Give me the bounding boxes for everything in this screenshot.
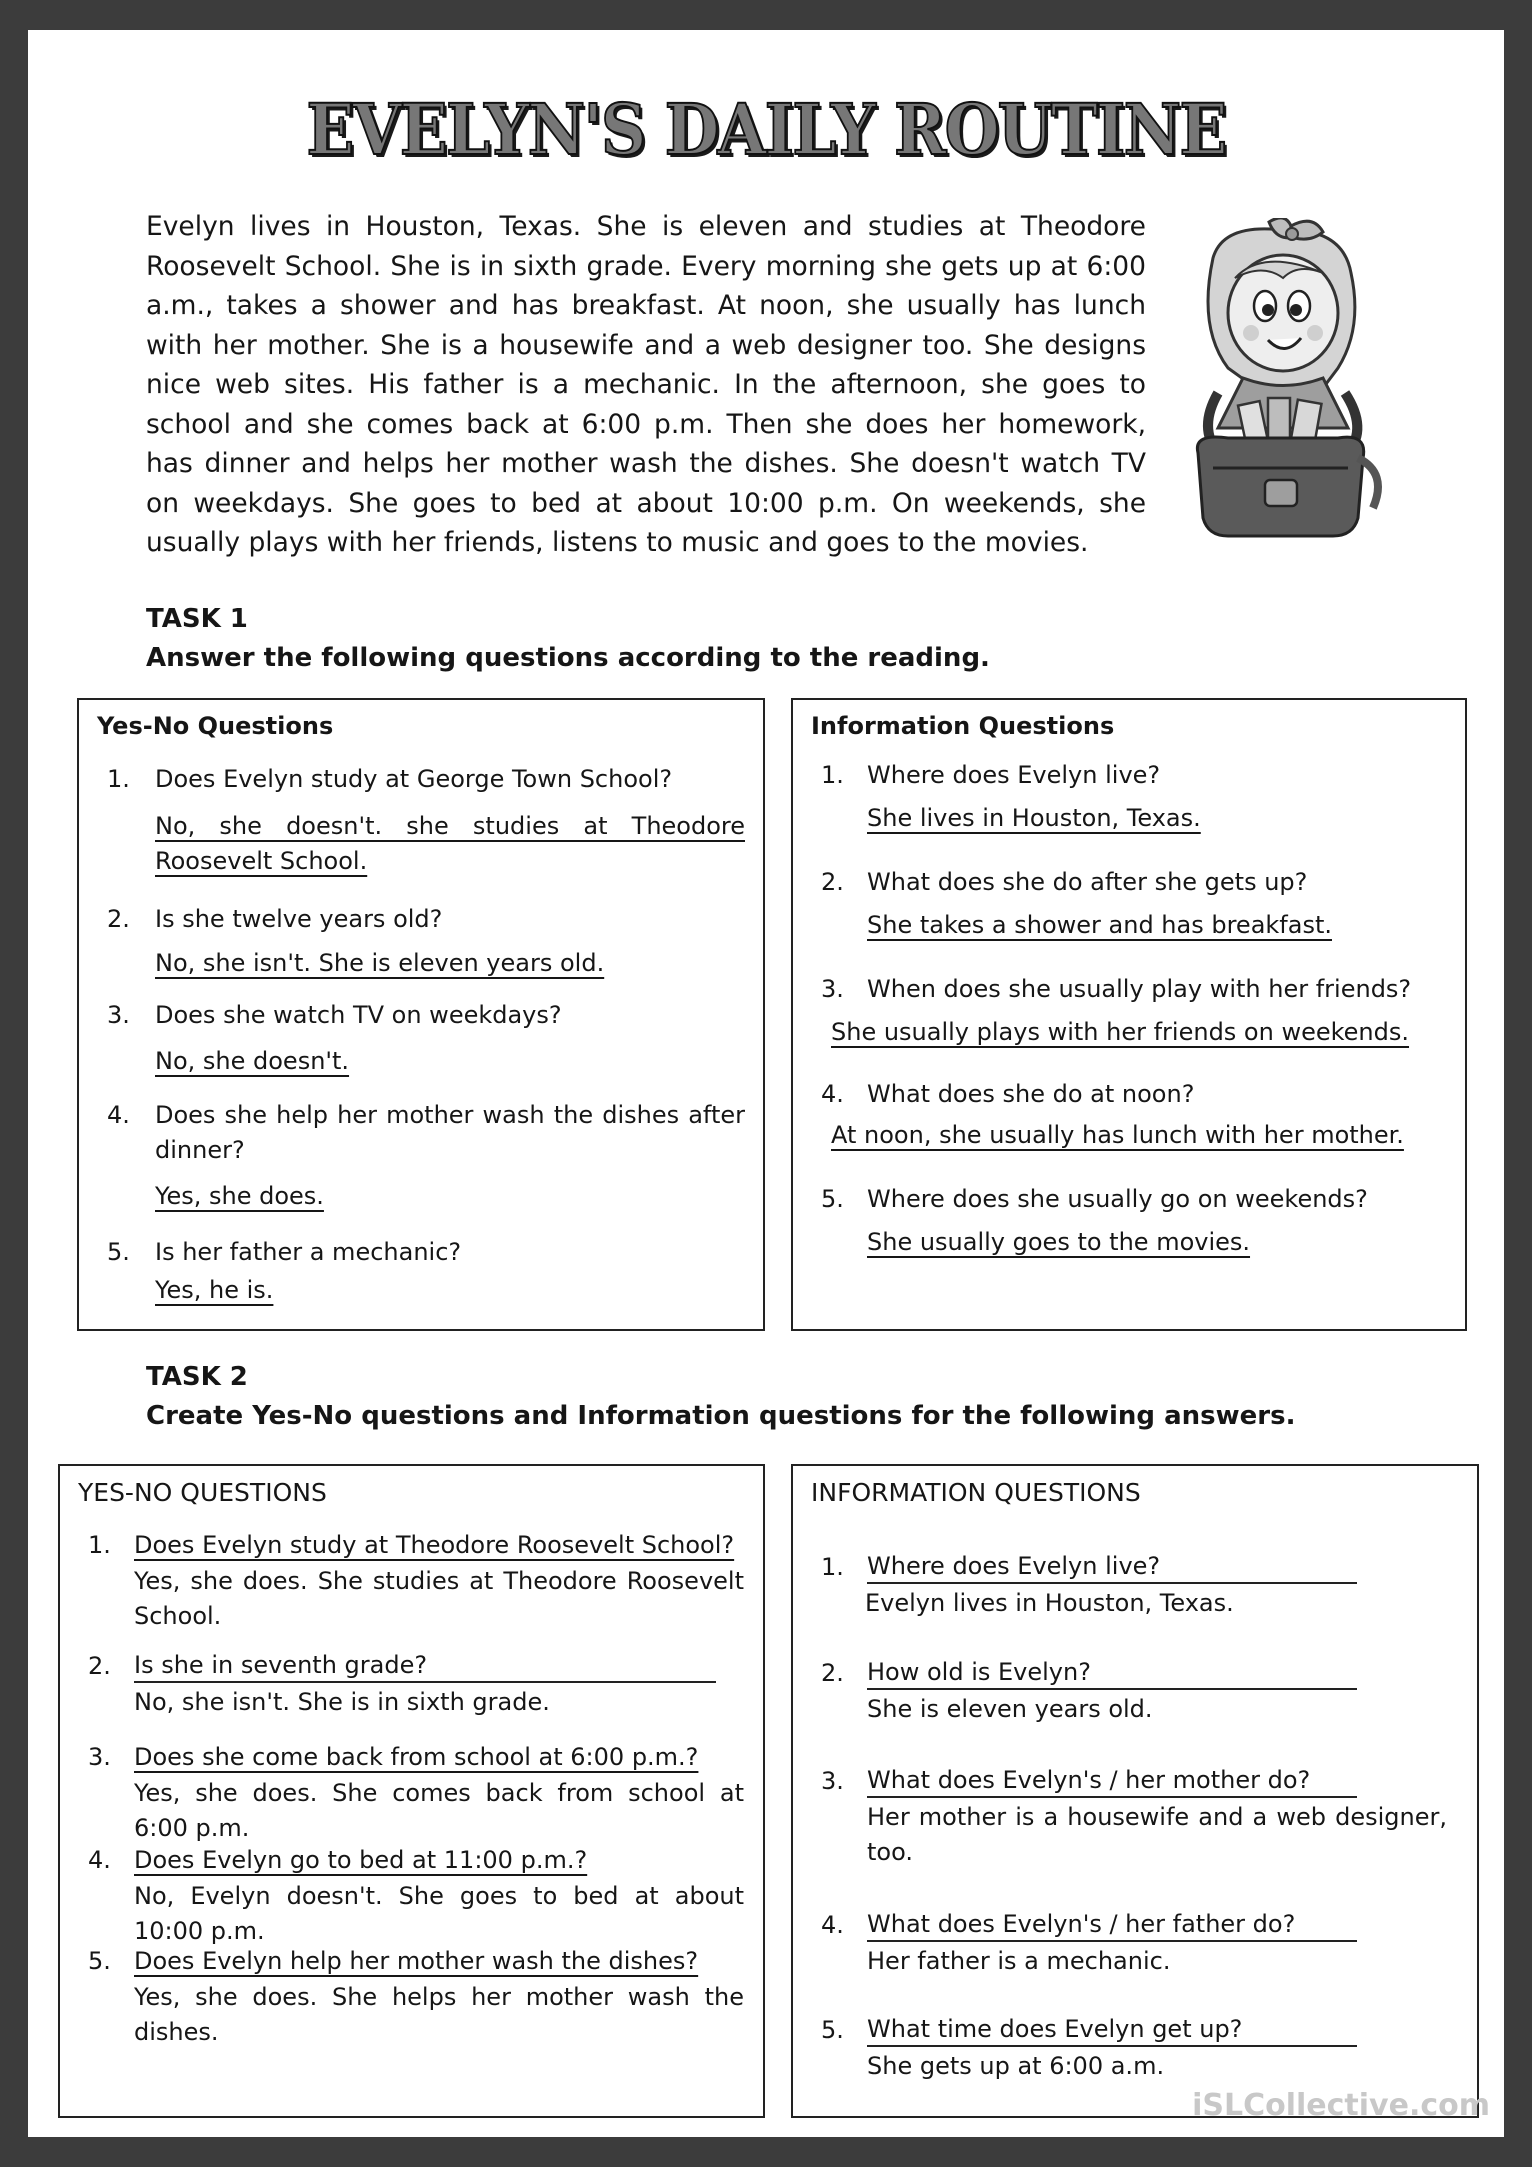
question: Where does Evelyn live?: [867, 761, 1161, 789]
question: Is she twelve years old?: [155, 905, 443, 933]
task1-info-box: Information Questions 1. Where does Evelyn live? She lives in Houston, Texas. 2. What does she do after she gets up? She takes a shower and has breakfast. 3. When does she usually play with her friends? She usually plays with her friends on weekends. 4. What does she do at noon? At noon, she usually has lunch with her mother. 5. Where does she usually go on weekends? She usually goes to the movies.: [791, 698, 1467, 1331]
question: What does she do at noon?: [867, 1080, 1195, 1108]
question: Does Evelyn help her mother wash the dishes?: [134, 1947, 699, 1975]
answer: She usually plays with her friends on weekends.: [831, 1018, 1410, 1046]
girl-with-schoolbag-icon: [1173, 218, 1388, 540]
answer: She lives in Houston, Texas.: [867, 804, 1201, 832]
box-title: INFORMATION QUESTIONS: [811, 1478, 1141, 1507]
question: Does she come back from school at 6:00 p.m.?: [134, 1743, 699, 1771]
answer: Her father is a mechanic.: [867, 1947, 1171, 1975]
question: What time does Evelyn get up?: [867, 2013, 1357, 2047]
answer: She gets up at 6:00 a.m.: [867, 2052, 1165, 2080]
question: Does Evelyn go to bed at 11:00 p.m.?: [134, 1846, 588, 1874]
question: Is she in seventh grade?: [134, 1649, 716, 1683]
box-title: Information Questions: [811, 712, 1115, 740]
answer: Her mother is a housewife and a web designer, too.: [867, 1803, 1447, 1866]
answer: Yes, she does.: [155, 1182, 324, 1210]
question: Where does Evelyn live?: [867, 1550, 1357, 1584]
question: Where does she usually go on weekends?: [867, 1185, 1368, 1213]
box-title: Yes-No Questions: [97, 712, 334, 740]
answer: No, she doesn't. she studies at Theodore Roosevelt School.: [155, 812, 745, 875]
task2-yes-no-box: YES-NO QUESTIONS 1. Does Evelyn study at Theodore Roosevelt School? Yes, she does. She studies at Theodore Roosevelt School. 2. Is she in seventh grade? No, she isn't. She is in sixth grade. 3. Does she come back from school at 6:00 p.m.? Yes, she does. She comes back from school at 6:00 p.m. 4. Does Evelyn go to bed at 11:00 p.m.? No, Evelyn doesn't. She goes to bed at about 10:00 p.m. 5. Does Evelyn help her mother wash the dishes? Yes, she does. She helps her mother wash the dishes.: [58, 1464, 765, 2118]
task2-info-box: INFORMATION QUESTIONS 1. Where does Evelyn live? Evelyn lives in Houston, Texas. 2. How old is Evelyn? She is eleven years old. 3. What does Evelyn's / her mother do? Her mother is a housewife and a web designer, too. 4. What does Evelyn's / her father do? Her father is a mechanic. 5. What time does Evelyn get up? She gets up at 6:00 a.m.: [791, 1464, 1479, 2118]
question: What does she do after she gets up?: [867, 868, 1308, 896]
answer: She takes a shower and has breakfast.: [867, 911, 1332, 939]
box-title: YES-NO QUESTIONS: [78, 1478, 327, 1507]
answer: No, she isn't. She is eleven years old.: [155, 949, 605, 977]
question: How old is Evelyn?: [867, 1656, 1357, 1690]
answer: Yes, he is.: [155, 1276, 274, 1304]
worksheet-page: [28, 30, 1504, 2137]
task1-instruction: Answer the following questions according to the reading.: [146, 643, 990, 673]
question: Does she help her mother wash the dishes after dinner?: [155, 1101, 745, 1164]
task1-heading: TASK 1: [146, 604, 248, 634]
page-title: EVELYN'S DAILY ROUTINE: [306, 88, 1226, 171]
question: When does she usually play with her friends?: [867, 975, 1412, 1003]
answer: Yes, she does. She helps her mother wash the dishes.: [134, 1983, 744, 2046]
task2-heading: TASK 2: [146, 1362, 248, 1392]
question: What does Evelyn's / her mother do?: [867, 1764, 1357, 1798]
answer: No, she doesn't.: [155, 1047, 350, 1075]
task1-yes-no-box: Yes-No Questions 1. Does Evelyn study at George Town School? No, she doesn't. she studies at Theodore Roosevelt School. 2. Is she twelve years old? No, she isn't. She is eleven years old. 3. Does she watch TV on weekdays? No, she doesn't. 4. Does she help her mother wash the dishes after dinner? Yes, she does. 5. Is her father a mechanic? Yes, he is.: [77, 698, 765, 1331]
question: Does Evelyn study at George Town School?: [155, 765, 673, 793]
watermark: iSLCollective.com: [1192, 2088, 1490, 2123]
question: Does she watch TV on weekdays?: [155, 1001, 562, 1029]
answer: No, Evelyn doesn't. She goes to bed at about 10:00 p.m.: [134, 1882, 744, 1945]
reading-passage: Evelyn lives in Houston, Texas. She is eleven and studies at Theodore Roosevelt School. She is in sixth grade. Every morning she gets up at 6:00 a.m., takes a shower and has breakfast. At noon, she usually has lunch with her mother. She is a housewife and a web designer too. She designs nice web sites. His father is a mechanic. In the afternoon, she goes to school and she comes back at 6:00 p.m. Then she does her homework, has dinner and helps her mother wash the dishes. She doesn't watch TV on weekdays. She goes to bed at about 10:00 p.m. On weekends, she usually plays with her friends, listens to music and goes to the movies.: [146, 211, 1146, 558]
question: Is her father a mechanic?: [155, 1238, 462, 1266]
answer: Evelyn lives in Houston, Texas.: [865, 1589, 1234, 1617]
answer: No, she isn't. She is in sixth grade.: [134, 1688, 550, 1716]
answer: Yes, she does. She comes back from school at 6:00 p.m.: [134, 1779, 744, 1842]
answer: At noon, she usually has lunch with her mother.: [831, 1121, 1404, 1149]
question: Does Evelyn study at Theodore Roosevelt School?: [134, 1531, 735, 1559]
task2-instruction: Create Yes-No questions and Information questions for the following answers.: [146, 1401, 1296, 1431]
question: What does Evelyn's / her father do?: [867, 1908, 1357, 1942]
answer: She is eleven years old.: [867, 1695, 1153, 1723]
answer: Yes, she does. She studies at Theodore Roosevelt School.: [134, 1567, 744, 1630]
answer: She usually goes to the movies.: [867, 1228, 1251, 1256]
